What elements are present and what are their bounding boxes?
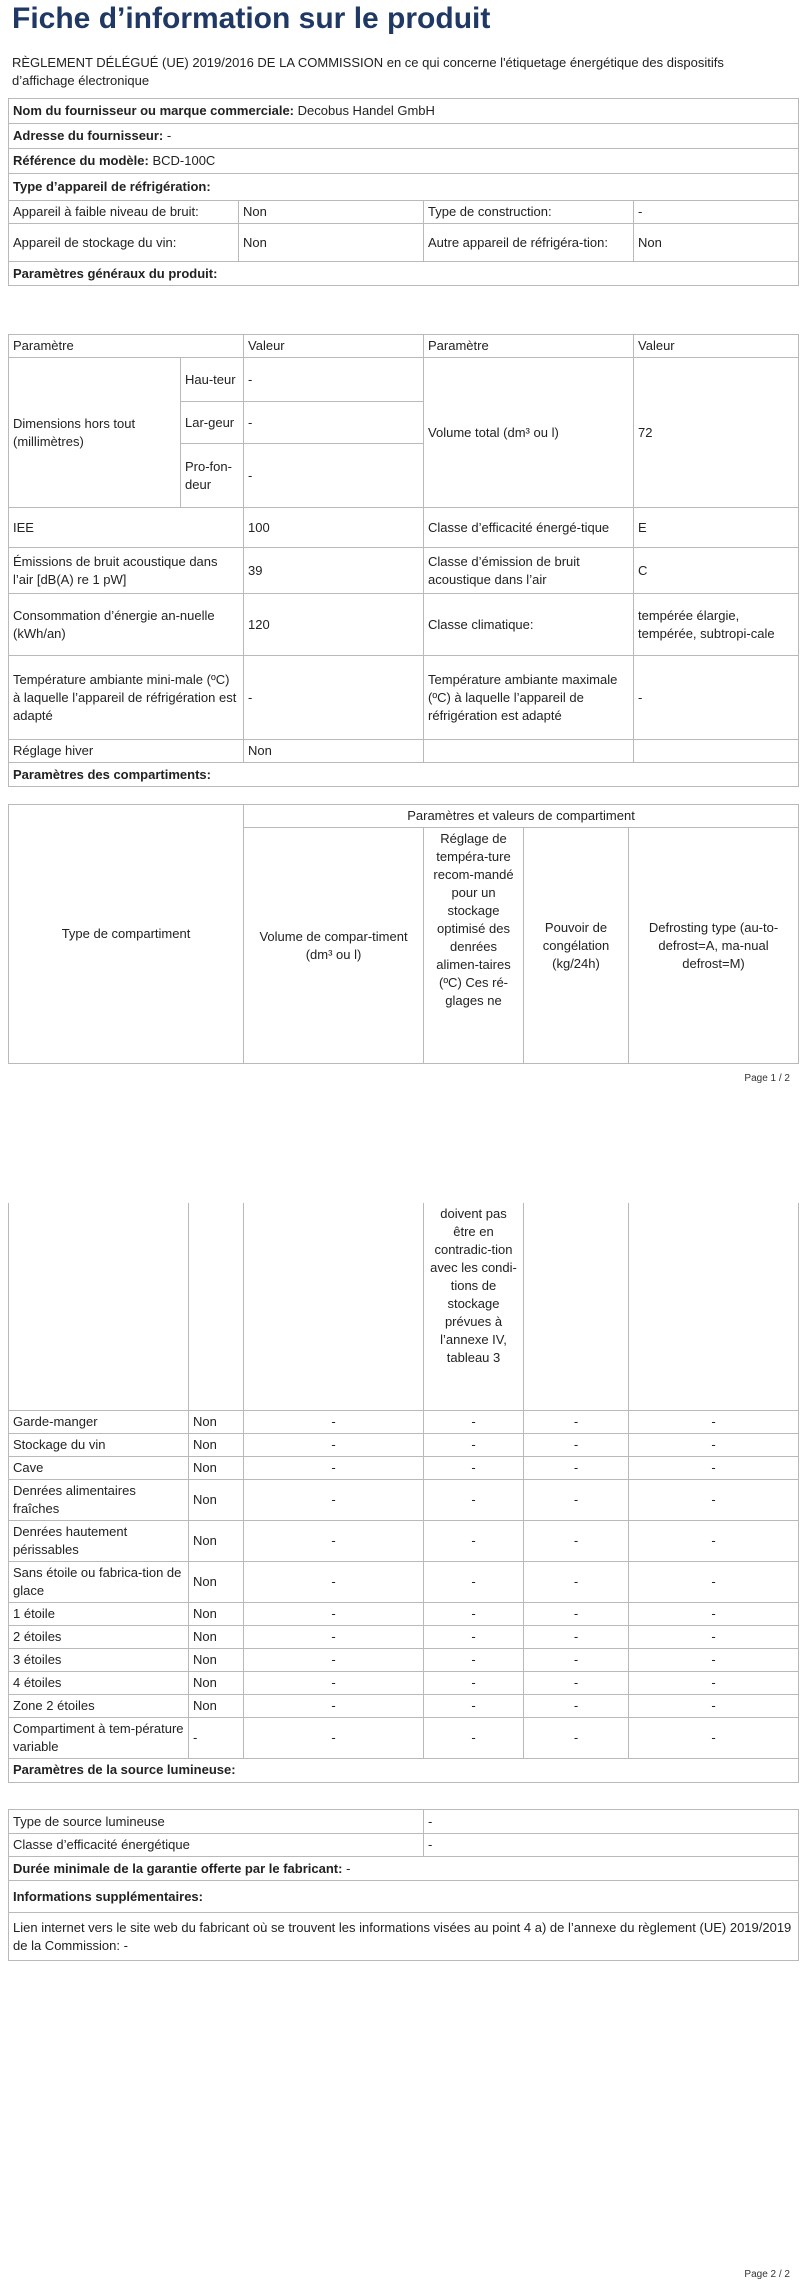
wine-value: Non bbox=[239, 224, 424, 262]
compartment-temperature: - bbox=[424, 1456, 524, 1479]
width-value: - bbox=[244, 402, 424, 444]
light-source-heading: Paramètres de la source lumineuse: bbox=[9, 1758, 799, 1782]
compartment-defrost-type: - bbox=[629, 1456, 799, 1479]
compartment-present: Non bbox=[189, 1479, 244, 1520]
depth-value: - bbox=[244, 444, 424, 508]
depth-label: Pro-fon-deur bbox=[181, 444, 244, 508]
row-param-label: Classe d’efficacité énergé-tique bbox=[424, 508, 634, 548]
compartment-freezing-capacity: - bbox=[524, 1625, 629, 1648]
supplier-row: Nom du fournisseur ou marque commerciale: Decobus Handel GmbH bbox=[9, 99, 799, 124]
compartment-defrost-type: - bbox=[629, 1625, 799, 1648]
low-noise-label: Appareil à faible niveau de bruit: bbox=[9, 201, 239, 224]
compartment-row bbox=[9, 1520, 799, 1561]
page-1 bbox=[0, 0, 800, 1108]
compartment-present: Non bbox=[189, 1671, 244, 1694]
compartment-present: Non bbox=[189, 1456, 244, 1479]
freezing-capacity-header: Pouvoir de congélation (kg/24h) bbox=[524, 828, 629, 1064]
compartment-name: Stockage du vin bbox=[9, 1433, 189, 1456]
header-parameter-1: Paramètre bbox=[9, 335, 244, 358]
compartment-temperature: - bbox=[424, 1717, 524, 1758]
general-params-heading: Paramètres généraux du produit: bbox=[9, 262, 799, 286]
wine-label: Appareil de stockage du vin: bbox=[9, 224, 239, 262]
volume-header: Volume de compar-timent (dm³ ou l) bbox=[244, 828, 424, 1064]
compartment-row bbox=[9, 1433, 799, 1456]
address-row: Adresse du fournisseur: - bbox=[9, 124, 799, 149]
construction-value: - bbox=[634, 201, 799, 224]
other-appliance-label: Autre appareil de réfrigéra-tion: bbox=[424, 224, 634, 262]
compartments-table bbox=[8, 1203, 799, 1783]
compartment-params-header: Paramètres et valeurs de compartiment bbox=[244, 805, 799, 828]
width-label: Lar-geur bbox=[181, 402, 244, 444]
compartment-defrost-type: - bbox=[629, 1694, 799, 1717]
row-param-value: 39 bbox=[244, 548, 424, 594]
compartment-row bbox=[9, 1456, 799, 1479]
compartment-present: Non bbox=[189, 1433, 244, 1456]
compartment-freezing-capacity: - bbox=[524, 1671, 629, 1694]
general-params-table bbox=[8, 334, 799, 787]
compartment-defrost-type: - bbox=[629, 1479, 799, 1520]
compartment-freezing-capacity: - bbox=[524, 1479, 629, 1520]
compartment-freezing-capacity: - bbox=[524, 1602, 629, 1625]
compartments-header-table bbox=[8, 804, 799, 1064]
light-source-table bbox=[8, 1809, 799, 1961]
compartment-temperature: - bbox=[424, 1410, 524, 1433]
construction-label: Type de construction: bbox=[424, 201, 634, 224]
volume-label: Volume total (dm³ ou l) bbox=[424, 358, 634, 508]
page-2 bbox=[0, 1108, 800, 2285]
compartment-freezing-capacity: - bbox=[524, 1410, 629, 1433]
compartment-volume: - bbox=[244, 1717, 424, 1758]
document-title: Fiche d’information sur le produit bbox=[12, 2, 491, 35]
compartment-volume: - bbox=[244, 1456, 424, 1479]
compartment-defrost-type: - bbox=[629, 1561, 799, 1602]
temperature-header-continued: doivent pas être en contradic-tion avec les condi-tions de stockage prévues à l’annexe IV, tableau 3 bbox=[424, 1203, 524, 1410]
compartment-freezing-capacity: - bbox=[524, 1433, 629, 1456]
compartment-defrost-type: - bbox=[629, 1433, 799, 1456]
compartment-row bbox=[9, 1602, 799, 1625]
general-row bbox=[9, 548, 799, 594]
compartment-row bbox=[9, 1479, 799, 1520]
general-row bbox=[9, 656, 799, 740]
compartment-freezing-capacity: - bbox=[524, 1648, 629, 1671]
compartment-temperature: - bbox=[424, 1561, 524, 1602]
compartment-temperature: - bbox=[424, 1648, 524, 1671]
compartment-name: 4 étoiles bbox=[9, 1671, 189, 1694]
compartment-name: 2 étoiles bbox=[9, 1625, 189, 1648]
other-appliance-value: Non bbox=[634, 224, 799, 262]
compartment-defrost-type: - bbox=[629, 1520, 799, 1561]
row-param-label: IEE bbox=[9, 508, 244, 548]
compartment-temperature: - bbox=[424, 1433, 524, 1456]
compartment-defrost-type: - bbox=[629, 1717, 799, 1758]
compartment-row bbox=[9, 1625, 799, 1648]
compartments-heading: Paramètres des compartiments: bbox=[9, 763, 799, 787]
compartment-defrost-type: - bbox=[629, 1602, 799, 1625]
compartment-volume: - bbox=[244, 1671, 424, 1694]
compartment-volume: - bbox=[244, 1479, 424, 1520]
compartment-present: Non bbox=[189, 1625, 244, 1648]
light-type-label: Type de source lumineuse bbox=[9, 1810, 424, 1834]
compartment-defrost-type: - bbox=[629, 1410, 799, 1433]
compartment-present: Non bbox=[189, 1602, 244, 1625]
compartment-name: Garde-manger bbox=[9, 1410, 189, 1433]
compartment-present: Non bbox=[189, 1410, 244, 1433]
compartment-freezing-capacity: - bbox=[524, 1561, 629, 1602]
compartment-defrost-type: - bbox=[629, 1648, 799, 1671]
compartment-name: Sans étoile ou fabrica-tion de glace bbox=[9, 1561, 189, 1602]
row-param-label: Classe climatique: bbox=[424, 594, 634, 656]
compartment-name: 3 étoiles bbox=[9, 1648, 189, 1671]
light-type-value: - bbox=[424, 1810, 799, 1834]
compartment-present: Non bbox=[189, 1648, 244, 1671]
warranty-row: Durée minimale de la garantie offerte par le fabricant: - bbox=[9, 1857, 799, 1881]
winter-label: Réglage hiver bbox=[9, 740, 244, 763]
dimensions-label: Dimensions hors tout (millimètres) bbox=[9, 358, 181, 508]
model-row: Référence du modèle: BCD-100C bbox=[9, 149, 799, 174]
compartment-volume: - bbox=[244, 1410, 424, 1433]
compartment-volume: - bbox=[244, 1602, 424, 1625]
temperature-header: Réglage de tempéra-ture recom-mandé pour un stockage optimisé des denrées alimen-taires (ºC) Ces ré-glages ne bbox=[424, 828, 524, 1064]
light-class-value: - bbox=[424, 1834, 799, 1857]
compartment-row bbox=[9, 1671, 799, 1694]
compartment-row bbox=[9, 1561, 799, 1602]
row-param-value: C bbox=[634, 548, 799, 594]
supplier-table bbox=[8, 98, 799, 286]
low-noise-value: Non bbox=[239, 201, 424, 224]
compartment-temperature: - bbox=[424, 1479, 524, 1520]
compartment-freezing-capacity: - bbox=[524, 1717, 629, 1758]
row-param-value: E bbox=[634, 508, 799, 548]
defrost-type-header: Defrosting type (au-to-defrost=A, ma-nual defrost=M) bbox=[629, 828, 799, 1064]
compartment-row bbox=[9, 1717, 799, 1758]
additional-info-heading: Informations supplémentaires: bbox=[9, 1881, 799, 1913]
header-value-1: Valeur bbox=[244, 335, 424, 358]
row-param-label: Consommation d’énergie an-nuelle (kWh/an) bbox=[9, 594, 244, 656]
row-param-label: Classe d’émission de bruit acoustique dans l’air bbox=[424, 548, 634, 594]
compartment-temperature: - bbox=[424, 1694, 524, 1717]
page-number: Page 2 / 2 bbox=[744, 2269, 790, 2280]
row-param-value: 100 bbox=[244, 508, 424, 548]
compartment-defrost-type: - bbox=[629, 1671, 799, 1694]
compartment-present: - bbox=[189, 1717, 244, 1758]
compartment-present: Non bbox=[189, 1561, 244, 1602]
light-class-label: Classe d’efficacité énergétique bbox=[9, 1834, 424, 1857]
compartment-freezing-capacity: - bbox=[524, 1520, 629, 1561]
compartment-row bbox=[9, 1648, 799, 1671]
regulation-text: RÈGLEMENT DÉLÉGUÉ (UE) 2019/2016 DE LA COMMISSION en ce qui concerne l'étiquetage énergétique des dispositifs d’affichage électronique bbox=[12, 55, 724, 88]
header-value-2: Valeur bbox=[634, 335, 799, 358]
compartment-volume: - bbox=[244, 1520, 424, 1561]
row-param-label: Température ambiante maximale (ºC) à laquelle l’appareil de réfrigération est adapté bbox=[424, 656, 634, 740]
compartment-volume: - bbox=[244, 1625, 424, 1648]
row-param-label: Température ambiante mini-male (ºC) à laquelle l’appareil de réfrigération est adapté bbox=[9, 656, 244, 740]
compartment-name: Compartiment à tem-pérature variable bbox=[9, 1717, 189, 1758]
compartment-volume: - bbox=[244, 1433, 424, 1456]
compartment-present: Non bbox=[189, 1694, 244, 1717]
additional-info-text: Lien internet vers le site web du fabricant où se trouvent les informations visées au point 4 a) de l’annexe du règlement (UE) 2019/2019 de la Commission: - bbox=[9, 1913, 799, 1961]
compartment-temperature: - bbox=[424, 1625, 524, 1648]
compartment-name: 1 étoile bbox=[9, 1602, 189, 1625]
compartment-freezing-capacity: - bbox=[524, 1456, 629, 1479]
row-param-label: Émissions de bruit acoustique dans l’air [dB(A) re 1 pW] bbox=[9, 548, 244, 594]
compartment-volume: - bbox=[244, 1561, 424, 1602]
compartment-temperature: - bbox=[424, 1671, 524, 1694]
row-param-value: - bbox=[244, 656, 424, 740]
appliance-type-heading: Type d’appareil de réfrigération: bbox=[9, 174, 799, 201]
row-param-value: tempérée élargie, tempérée, subtropi-cale bbox=[634, 594, 799, 656]
compartment-type-header: Type de compartiment bbox=[9, 805, 244, 1064]
general-row bbox=[9, 508, 799, 548]
page-number: Page 1 / 2 bbox=[744, 1073, 790, 1084]
row-param-value: 120 bbox=[244, 594, 424, 656]
compartment-freezing-capacity: - bbox=[524, 1694, 629, 1717]
compartment-name: Denrées hautement périssables bbox=[9, 1520, 189, 1561]
general-row bbox=[9, 594, 799, 656]
compartment-present: Non bbox=[189, 1520, 244, 1561]
compartment-name: Zone 2 étoiles bbox=[9, 1694, 189, 1717]
compartment-volume: - bbox=[244, 1694, 424, 1717]
compartment-temperature: - bbox=[424, 1602, 524, 1625]
header-parameter-2: Paramètre bbox=[424, 335, 634, 358]
compartment-name: Cave bbox=[9, 1456, 189, 1479]
height-value: - bbox=[244, 358, 424, 402]
volume-value: 72 bbox=[634, 358, 799, 508]
row-param-value: - bbox=[634, 656, 799, 740]
height-label: Hau-teur bbox=[181, 358, 244, 402]
winter-value: Non bbox=[244, 740, 424, 763]
compartment-volume: - bbox=[244, 1648, 424, 1671]
compartment-row bbox=[9, 1694, 799, 1717]
compartment-name: Denrées alimentaires fraîches bbox=[9, 1479, 189, 1520]
compartment-row bbox=[9, 1410, 799, 1433]
compartment-temperature: - bbox=[424, 1520, 524, 1561]
